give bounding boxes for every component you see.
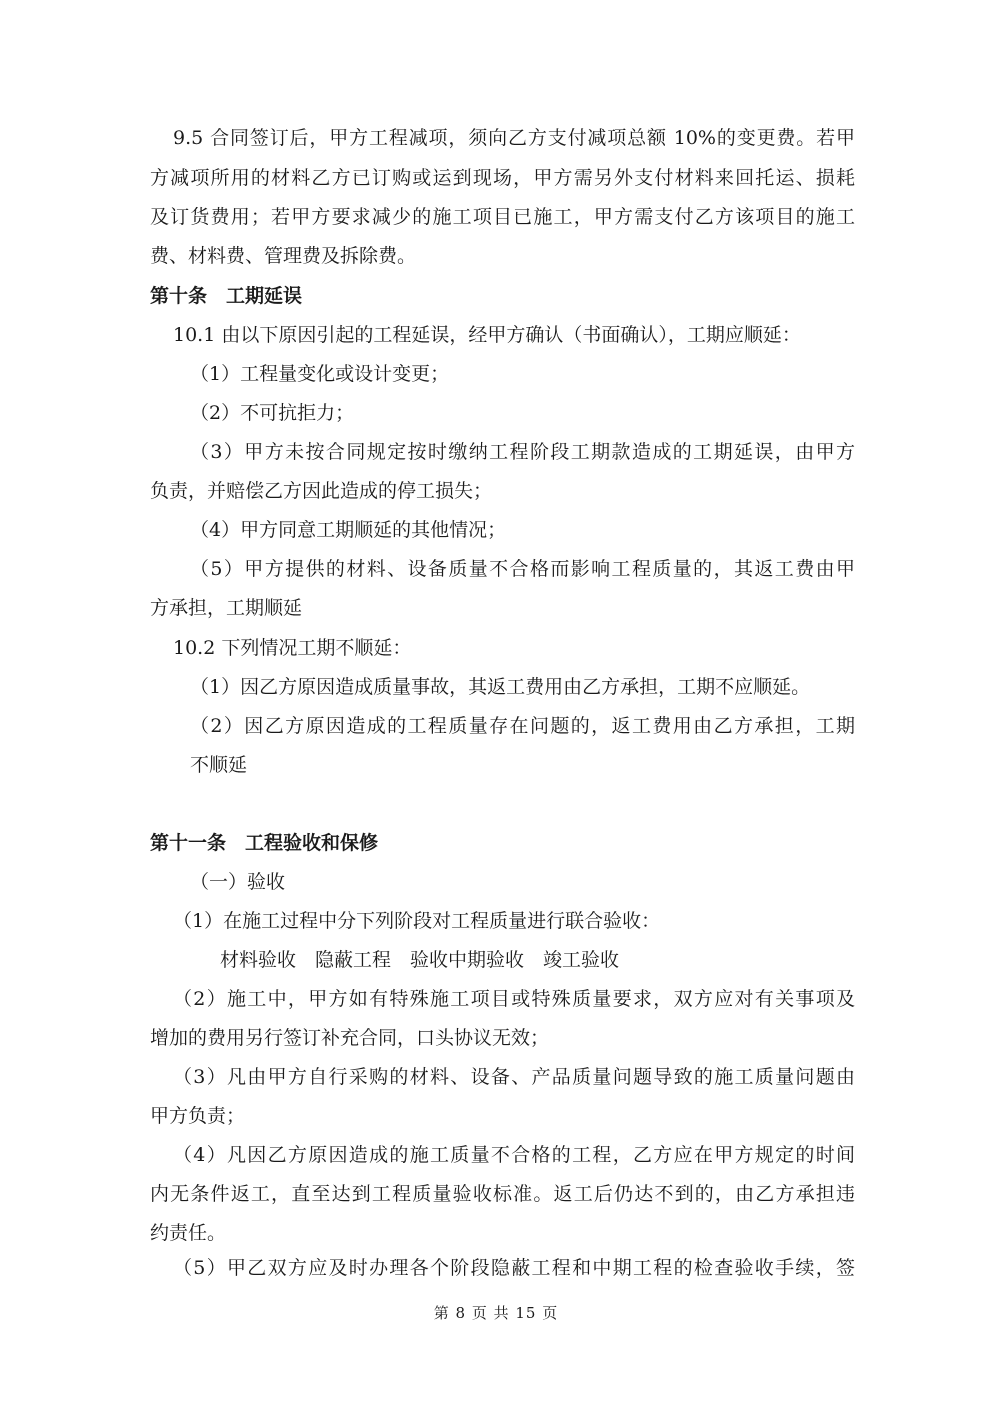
paragraph-10-2: 10.2 下列情况工期不顺延： [173,637,412,659]
list-item-11-4-line-3: 约责任。 [150,1222,227,1244]
list-item-10-1-2: （2）不可抗拒力； [190,402,355,424]
paragraph-10-1: 10.1 由以下原因引起的工程延误，经甲方确认（书面确认），工期应顺延： [173,324,801,346]
subsection-acceptance: （一）验收 [190,871,286,893]
list-item-10-1-3-line-2: 负责，并赔偿乙方因此造成的停工损失； [150,480,493,502]
page-number-footer: 第 8 页 共 15 页 [433,1304,559,1322]
paragraph-9-5-line-1: 9.5 合同签订后，甲方工程减项，须向乙方支付减项总额 10%的变更费。若甲 [173,127,855,149]
list-item-11-2-line-1: （2）施工中，甲方如有特殊施工项目或特殊质量要求，双方应对有关事项及 [173,988,855,1010]
list-item-11-1: （1）在施工过程中分下列阶段对工程质量进行联合验收： [173,910,661,932]
list-item-10-1-5-line-2: 方承担，工期顺延 [150,597,303,619]
list-item-10-2-1: （1）因乙方原因造成质量事故，其返工费用由乙方承担，工期不应顺延。 [190,676,811,698]
paragraph-9-5-line-4: 费、材料费、管理费及拆除费。 [150,245,417,267]
list-item-11-3-line-2: 甲方负责； [150,1105,246,1127]
article-10-heading: 第十条 工期延误 [150,285,303,307]
paragraph-9-5-line-2: 方减项所用的材料乙方已订购或运到现场，甲方需另外支付材料来回托运、损耗 [150,167,855,189]
article-11-heading: 第十一条 工程验收和保修 [150,832,379,854]
list-item-11-3-line-1: （3）凡由甲方自行采购的材料、设备、产品质量问题导致的施工质量问题由 [173,1066,855,1088]
list-item-11-2-line-2: 增加的费用另行签订补充合同，口头协议无效； [150,1027,550,1049]
acceptance-stages: 材料验收 隐蔽工程 验收中期验收 竣工验收 [220,949,620,971]
list-item-10-1-4: （4）甲方同意工期顺延的其他情况； [190,519,507,541]
list-item-11-4-line-1: （4）凡因乙方原因造成的施工质量不合格的工程，乙方应在甲方规定的时间 [173,1144,855,1166]
paragraph-9-5-line-3: 及订货费用；若甲方要求减少的施工项目已施工，甲方需支付乙方该项目的施工 [150,206,855,228]
list-item-10-1-5-line-1: （5）甲方提供的材料、设备质量不合格而影响工程质量的，其返工费由甲 [190,558,855,580]
list-item-10-1-3-line-1: （3）甲方未按合同规定按时缴纳工程阶段工期款造成的工期延误，由甲方 [190,441,855,463]
list-item-10-2-2-line-1: （2）因乙方原因造成的工程质量存在问题的，返工费用由乙方承担，工期 [190,715,855,737]
list-item-11-5-line-1: （5）甲乙双方应及时办理各个阶段隐蔽工程和中期工程的检查验收手续，签 [173,1257,855,1279]
list-item-11-4-line-2: 内无条件返工，直至达到工程质量验收标准。返工后仍达不到的，由乙方承担违 [150,1183,855,1205]
list-item-10-1-1: （1）工程量变化或设计变更； [190,363,450,385]
list-item-10-2-2-line-2: 不顺延 [190,754,248,776]
